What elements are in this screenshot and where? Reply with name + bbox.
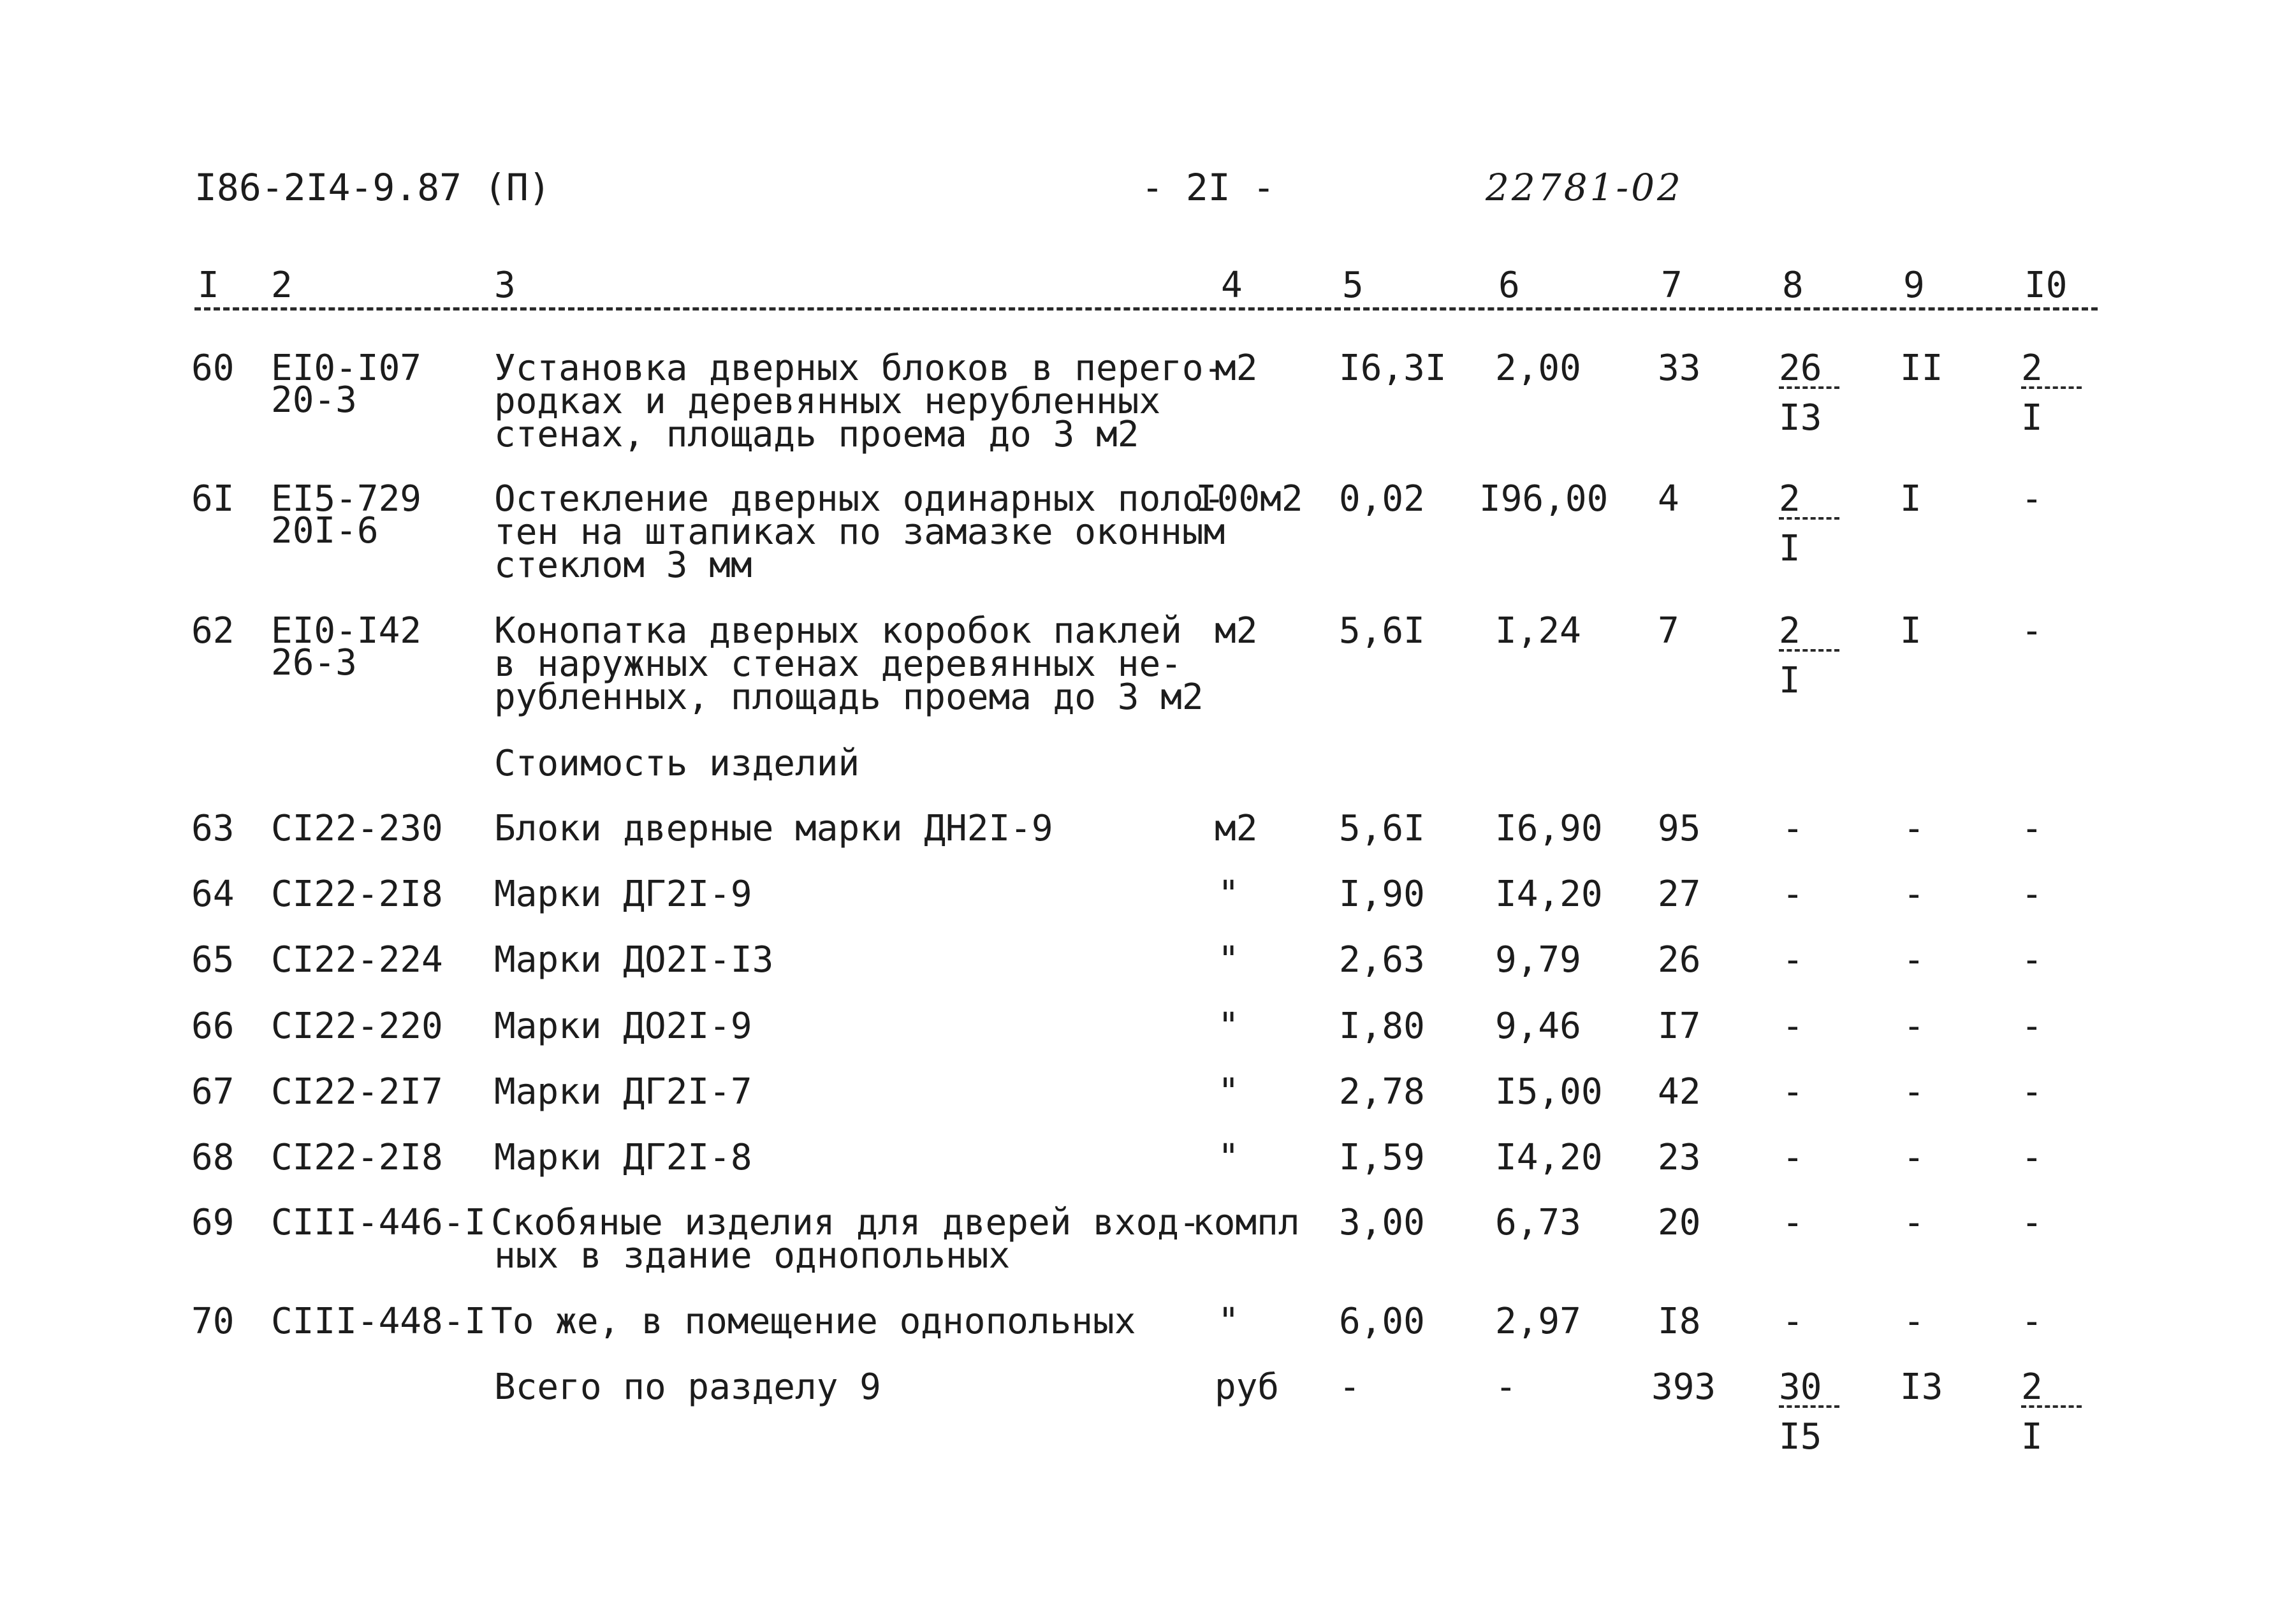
item-description: ных в здание однопольных — [494, 1235, 1011, 1277]
total-cost: 42 — [1658, 1071, 1701, 1113]
norm-code: 20I-6 — [271, 510, 379, 552]
unit: м2 — [1215, 610, 1258, 652]
unit: " — [1218, 939, 1239, 981]
column-8-value: - — [1782, 1202, 1804, 1243]
total-cost: 26 — [1658, 939, 1701, 981]
unit-price: 9,79 — [1495, 939, 1581, 981]
item-description: в наружных стенах деревянных не- — [494, 643, 1182, 685]
item-description: Марки ДО2I-I3 — [494, 939, 774, 981]
quantity: I6,3I — [1339, 347, 1447, 389]
total-cost: 95 — [1658, 808, 1701, 849]
column-10-value: - — [2021, 610, 2043, 652]
unit-price: I,24 — [1495, 610, 1581, 652]
row-number: 6I — [191, 478, 235, 520]
column-header: 4 — [1221, 265, 1243, 306]
item-description: То же, в помещение однопольных — [491, 1301, 1136, 1342]
column-9-value: I3 — [1900, 1366, 1943, 1408]
fraction-numerator: 2 — [1779, 478, 1801, 520]
quantity: 5,6I — [1339, 610, 1425, 652]
item-description: родках и деревянных нерубленных — [494, 381, 1161, 422]
fraction-numerator: 2 — [1779, 610, 1801, 652]
document-code: I86-2I4-9.87 (П) — [194, 166, 551, 209]
column-8-value: - — [1782, 874, 1804, 915]
item-description: стенах, площадь проема до 3 м2 — [494, 414, 1139, 455]
column-8-value: - — [1782, 1006, 1804, 1047]
column-header: 8 — [1782, 265, 1804, 306]
fraction-line — [2021, 1405, 2082, 1408]
row-number: 66 — [191, 1006, 235, 1047]
price-code: CIII-448-I — [271, 1301, 486, 1342]
column-10-value: - — [2021, 478, 2043, 520]
column-header: 5 — [1342, 265, 1364, 306]
fraction-denominator: I — [1779, 660, 1801, 701]
fraction-denominator: I — [1779, 528, 1801, 569]
column-8-value: - — [1782, 1301, 1804, 1342]
unit: " — [1218, 874, 1239, 915]
unit: руб — [1215, 1366, 1280, 1408]
norm-code: EI0-I07 — [271, 347, 422, 389]
column-10-value: - — [2021, 808, 2043, 849]
column-10-value: - — [2021, 1006, 2043, 1047]
fraction-numerator: 26 — [1779, 347, 1822, 389]
column-9-value: - — [1903, 1137, 1925, 1178]
quantity: I,80 — [1339, 1006, 1425, 1047]
item-description: Конопатка дверных коробок паклей — [494, 610, 1182, 652]
unit: " — [1218, 1137, 1239, 1178]
norm-code: EI0-I42 — [271, 610, 422, 652]
fraction-denominator: I3 — [1779, 397, 1822, 439]
column-9-value: - — [1903, 808, 1925, 849]
column-9-value: - — [1903, 874, 1925, 915]
row-number: 62 — [191, 610, 235, 652]
item-description: Скобяные изделия для дверей вход- — [491, 1202, 1201, 1243]
item-description: Установка дверных блоков в перего- — [494, 347, 1225, 389]
column-header: 7 — [1661, 265, 1683, 306]
fraction-denominator: I5 — [1779, 1416, 1822, 1458]
fraction-line — [1779, 517, 1839, 520]
unit: " — [1218, 1301, 1239, 1342]
item-description: Марки ДГ2I-7 — [494, 1071, 752, 1113]
row-number: 65 — [191, 939, 235, 981]
item-description: стеклом 3 мм — [494, 545, 752, 586]
column-8-value: - — [1782, 1137, 1804, 1178]
column-9-value: - — [1903, 939, 1925, 981]
fraction-numerator: 2 — [2021, 347, 2043, 389]
price-code: CI22-2I7 — [271, 1071, 443, 1113]
norm-code: 26-3 — [271, 642, 357, 684]
price-code: CI22-220 — [271, 1006, 443, 1047]
column-8-value: - — [1782, 939, 1804, 981]
column-8-value: - — [1782, 808, 1804, 849]
total-cost: 4 — [1658, 478, 1679, 520]
column-10-value: - — [2021, 874, 2043, 915]
price-code: CI22-230 — [271, 808, 443, 849]
unit-price: I96,00 — [1479, 478, 1609, 520]
column-9-value: - — [1903, 1071, 1925, 1113]
row-number: 63 — [191, 808, 235, 849]
quantity: 3,00 — [1339, 1202, 1425, 1243]
unit-price: I6,90 — [1495, 808, 1603, 849]
unit: " — [1218, 1006, 1239, 1047]
item-description: тен на штапиках по замазке оконным — [494, 511, 1225, 553]
unit-price: 9,46 — [1495, 1006, 1581, 1047]
norm-code: EI5-729 — [271, 478, 422, 520]
total-cost: I7 — [1658, 1006, 1701, 1047]
item-description: Блоки дверные марки ДН2I-9 — [494, 808, 1053, 849]
column-header: I0 — [2024, 265, 2068, 306]
fraction-line — [1779, 649, 1839, 652]
total-cost: 7 — [1658, 610, 1679, 652]
column-header: 9 — [1903, 265, 1925, 306]
handwritten-stamp: 22781-02 — [1486, 166, 1683, 209]
unit-price: - — [1495, 1366, 1517, 1408]
fraction-numerator: 30 — [1779, 1366, 1822, 1408]
item-description: рубленных, площадь проема до 3 м2 — [494, 677, 1204, 718]
column-10-value: - — [2021, 1202, 2043, 1243]
column-10-value: - — [2021, 1071, 2043, 1113]
row-number: 67 — [191, 1071, 235, 1113]
row-number: 60 — [191, 347, 235, 389]
row-number: 68 — [191, 1137, 235, 1178]
column-9-value: - — [1903, 1301, 1925, 1342]
column-8-value: - — [1782, 1071, 1804, 1113]
total-label: Всего по разделу 9 — [494, 1366, 881, 1408]
row-number: 70 — [191, 1301, 235, 1342]
price-code: CI22-2I8 — [271, 1137, 443, 1178]
column-10-value: - — [2021, 1301, 2043, 1342]
column-header: 2 — [271, 265, 293, 306]
column-10-value: - — [2021, 939, 2043, 981]
quantity: 0,02 — [1339, 478, 1425, 520]
column-9-value: - — [1903, 1006, 1925, 1047]
unit-price: I4,20 — [1495, 1137, 1603, 1178]
item-description: Марки ДГ2I-9 — [494, 874, 752, 915]
total-cost: 27 — [1658, 874, 1701, 915]
column-header: 6 — [1498, 265, 1520, 306]
price-code: CIII-446-I — [271, 1202, 486, 1243]
unit: м2 — [1215, 347, 1258, 389]
unit-price: 2,97 — [1495, 1301, 1581, 1342]
item-description: Остекление дверных одинарных поло- — [494, 478, 1225, 520]
row-number: 69 — [191, 1202, 235, 1243]
page-number: - 2I - — [1141, 166, 1275, 209]
column-9-value: - — [1903, 1202, 1925, 1243]
quantity: 6,00 — [1339, 1301, 1425, 1342]
section-heading: Стоимость изделий — [494, 743, 860, 784]
unit: " — [1218, 1071, 1239, 1113]
fraction-numerator: 2 — [2021, 1366, 2043, 1408]
quantity: I,59 — [1339, 1137, 1425, 1178]
price-code: CI22-2I8 — [271, 874, 443, 915]
total-cost: I8 — [1658, 1301, 1701, 1342]
unit-price: 6,73 — [1495, 1202, 1581, 1243]
quantity: - — [1339, 1366, 1361, 1408]
total-cost: 393 — [1651, 1366, 1716, 1408]
fraction-line — [1779, 1405, 1839, 1408]
row-number: 64 — [191, 874, 235, 915]
quantity: 5,6I — [1339, 808, 1425, 849]
fraction-denominator: I — [2021, 1416, 2043, 1458]
item-description: Марки ДО2I-9 — [494, 1006, 752, 1047]
column-10-value: - — [2021, 1137, 2043, 1178]
quantity: 2,63 — [1339, 939, 1425, 981]
column-9-value: I — [1900, 610, 1922, 652]
quantity: 2,78 — [1339, 1071, 1425, 1113]
unit: м2 — [1215, 808, 1258, 849]
total-cost: 33 — [1658, 347, 1701, 389]
unit: I00м2 — [1195, 478, 1303, 520]
fraction-denominator: I — [2021, 397, 2043, 439]
unit-price: 2,00 — [1495, 347, 1581, 389]
column-9-value: II — [1900, 347, 1943, 389]
header-divider — [194, 307, 2098, 311]
column-header: 3 — [494, 265, 516, 306]
price-code: CI22-224 — [271, 939, 443, 981]
norm-code: 20-3 — [271, 379, 357, 421]
fraction-line — [1779, 386, 1839, 389]
unit-price: I5,00 — [1495, 1071, 1603, 1113]
total-cost: 20 — [1658, 1202, 1701, 1243]
fraction-line — [2021, 386, 2082, 389]
item-description: Марки ДГ2I-8 — [494, 1137, 752, 1178]
total-cost: 23 — [1658, 1137, 1701, 1178]
unit-price: I4,20 — [1495, 874, 1603, 915]
column-header: I — [198, 265, 219, 306]
unit: компл — [1192, 1202, 1300, 1243]
column-9-value: I — [1900, 478, 1922, 520]
quantity: I,90 — [1339, 874, 1425, 915]
